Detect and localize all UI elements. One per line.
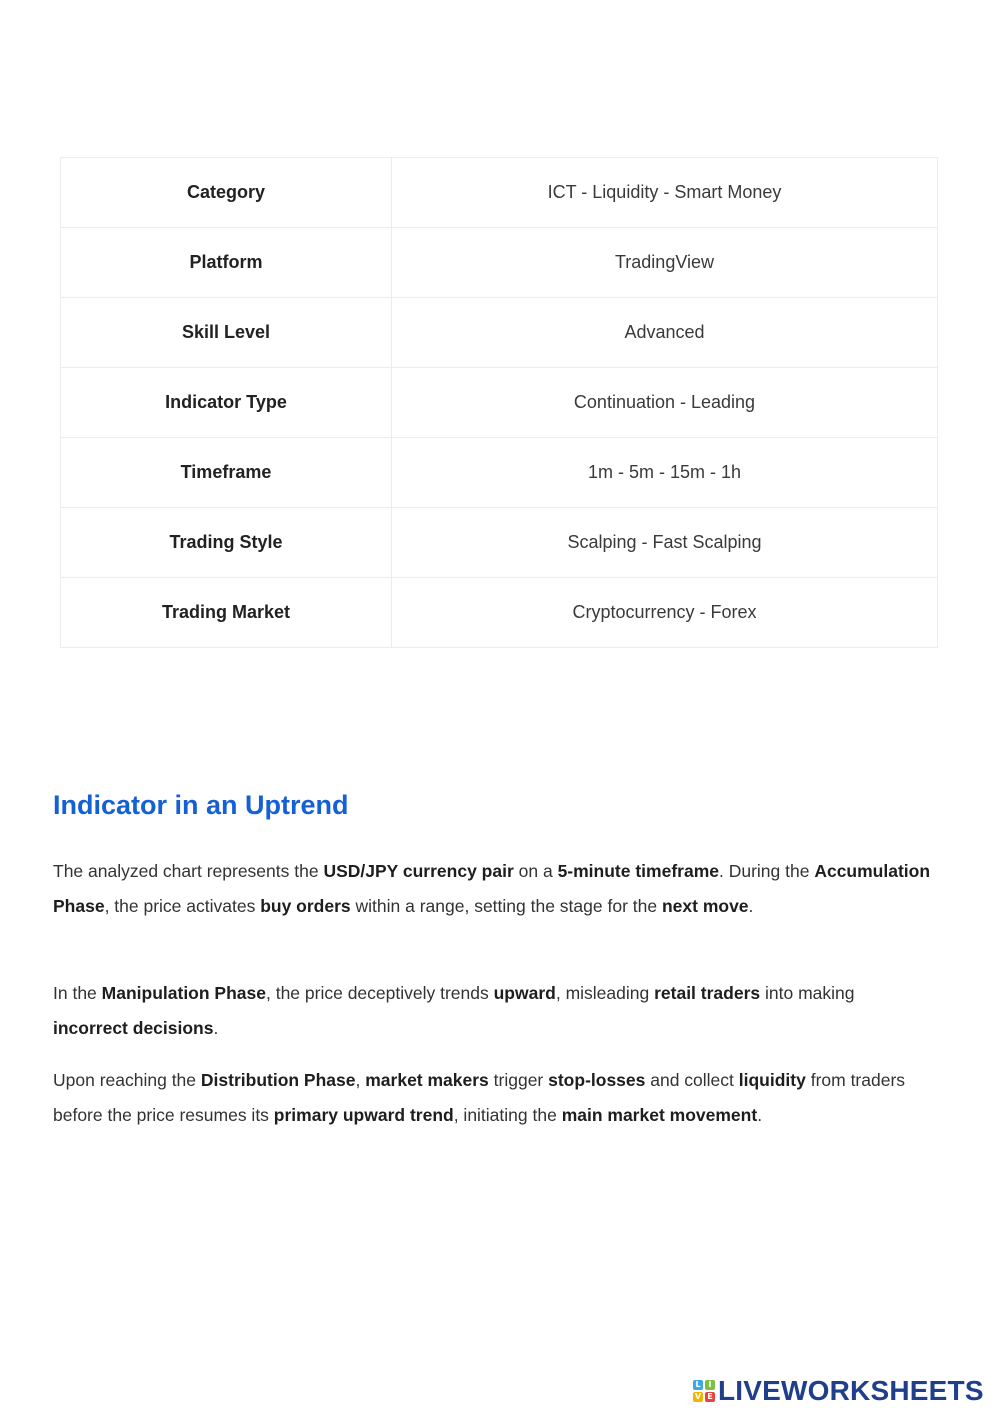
bold-term: next move xyxy=(661,896,749,916)
logo-tile: V xyxy=(694,1392,702,1401)
bold-term: market makers xyxy=(365,1070,489,1090)
bold-term: primary upward trend xyxy=(273,1105,454,1125)
text-run: , the price deceptively trends xyxy=(265,983,494,1003)
logo-tile: I xyxy=(705,1380,715,1390)
text-run: . xyxy=(757,1105,763,1125)
table-row xyxy=(61,438,938,508)
liveworksheets-logo[interactable] xyxy=(693,1376,984,1406)
info-table-body xyxy=(61,158,938,648)
bold-term: USD/JPY currency pair xyxy=(323,861,514,881)
paragraph-distribution xyxy=(53,1063,933,1133)
logo-tile: L xyxy=(693,1380,703,1390)
section-title: Indicator in an Uptrend xyxy=(53,790,349,820)
text-run: . xyxy=(748,896,754,916)
text-run: In the xyxy=(53,983,102,1003)
bold-term: buy orders xyxy=(260,896,351,916)
text-run: from traders before the price resumes its xyxy=(53,1070,906,1125)
table-row xyxy=(61,298,938,368)
bold-term: stop-losses xyxy=(548,1070,646,1090)
bold-term: Accumulation Phase xyxy=(53,861,931,916)
bold-term: Distribution Phase xyxy=(200,1070,356,1090)
row-label: Category xyxy=(61,158,392,228)
text-run: , initiating the xyxy=(453,1105,562,1125)
table-row xyxy=(61,158,938,228)
logo-tile: E xyxy=(705,1392,715,1402)
row-label: Trading Style xyxy=(61,508,392,578)
text-run: Upon reaching the xyxy=(53,1070,201,1090)
row-value: Advanced xyxy=(392,298,938,368)
text-run: . xyxy=(213,1018,219,1038)
table-row xyxy=(61,228,938,298)
text-run: . During the xyxy=(719,861,815,881)
row-value: Continuation - Leading xyxy=(392,368,938,438)
paragraph-manipulation xyxy=(53,976,933,1046)
paragraph-accumulation xyxy=(53,854,933,924)
text-run: on a xyxy=(513,861,558,881)
logo-mark-icon xyxy=(693,1380,715,1402)
bold-term: main market movement xyxy=(561,1105,758,1125)
row-label: Platform xyxy=(61,228,392,298)
row-label: Indicator Type xyxy=(61,368,392,438)
bold-term: retail traders xyxy=(654,983,761,1003)
logo-text: LIVEWORKSHEETS xyxy=(718,1375,984,1406)
text-run: into making xyxy=(760,983,855,1003)
bold-term: Manipulation Phase xyxy=(101,983,266,1003)
row-label: Skill Level xyxy=(61,298,392,368)
bold-term: incorrect decisions xyxy=(53,1018,214,1038)
text-run: The analyzed chart represents the xyxy=(53,861,324,881)
info-table xyxy=(60,157,938,648)
row-label: Timeframe xyxy=(61,438,392,508)
text-run: and collect xyxy=(645,1070,739,1090)
table-row xyxy=(61,508,938,578)
row-value: Scalping - Fast Scalping xyxy=(392,508,938,578)
bold-term: upward xyxy=(493,983,556,1003)
row-value: Cryptocurrency - Forex xyxy=(392,578,938,648)
bold-term: liquidity xyxy=(738,1070,806,1090)
text-run: , the price activates xyxy=(104,896,261,916)
text-run: , xyxy=(355,1070,366,1090)
text-run: trigger xyxy=(488,1070,549,1090)
row-value: TradingView xyxy=(392,228,938,298)
text-run: , misleading xyxy=(555,983,655,1003)
row-value: ICT - Liquidity - Smart Money xyxy=(392,158,938,228)
text-run: within a range, setting the stage for the xyxy=(350,896,662,916)
bold-term: 5-minute timeframe xyxy=(557,861,719,881)
row-value: 1m - 5m - 15m - 1h xyxy=(392,438,938,508)
table-row xyxy=(61,368,938,438)
row-label: Trading Market xyxy=(61,578,392,648)
table-row xyxy=(61,578,938,648)
